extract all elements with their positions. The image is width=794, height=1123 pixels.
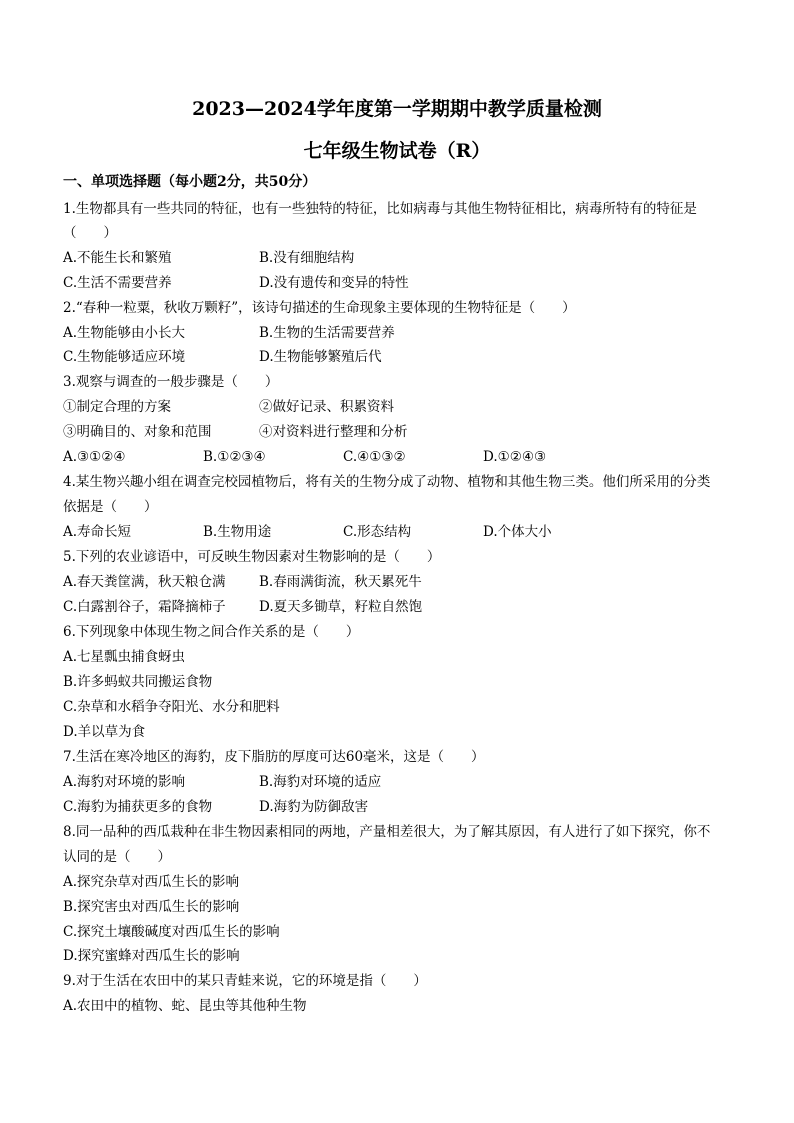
question-2-option-b: B.生物的生活需要营养 bbox=[259, 325, 395, 341]
question-8-option-b: B.探究害虫对西瓜生长的影响 bbox=[63, 899, 240, 915]
question-6-option-b: B.许多蚂蚁共同搬运食物 bbox=[63, 674, 213, 690]
question-3-option-d: D.①②④③ bbox=[483, 449, 547, 465]
question-5-option-b: B.春雨满街流，秋天累死牛 bbox=[259, 574, 422, 590]
question-3-item-4: ④对资料进行整理和分析 bbox=[259, 424, 408, 440]
question-8-stem-line-1: 8.同一品种的西瓜栽种在非生物因素相同的两地，产量相差很大，为了解其原因，有人进行了如下探究，你不 bbox=[63, 824, 711, 840]
question-5-option-a: A.春天粪筐满，秋天粮仓满 bbox=[63, 574, 226, 590]
question-3-stem: 3.观察与调查的一般步骤是（ ） bbox=[63, 374, 279, 390]
question-3-option-a: A.③①②④ bbox=[63, 449, 126, 465]
question-5-option-d: D.夏天多锄草，籽粒自然饱 bbox=[259, 599, 423, 615]
question-1-option-c: C.生活不需要营养 bbox=[63, 275, 172, 291]
question-1-stem-line-1: 1.生物都具有一些共同的特征，也有一些独特的特征，比如病毒与其他生物特征相比，病毒所特有的特征是 bbox=[63, 201, 697, 217]
question-4-stem-line-2: 依据是（ ） bbox=[63, 499, 158, 515]
question-3-option-c: C.④①③② bbox=[343, 449, 406, 465]
question-1-option-a: A.不能生长和繁殖 bbox=[63, 250, 172, 266]
question-6-stem: 6.下列现象中体现生物之间合作关系的是（ ） bbox=[63, 624, 360, 640]
question-7-option-b: B.海豹对环境的适应 bbox=[259, 774, 382, 790]
exam-title: 2023—2024学年度第一学期期中教学质量检测 bbox=[192, 98, 602, 120]
question-9-stem: 9.对于生活在农田中的某只青蛙来说，它的环境是指（ ） bbox=[63, 973, 427, 989]
question-7-option-c: C.海豹为捕获更多的食物 bbox=[63, 799, 213, 815]
question-9-option-a: A.农田中的植物、蛇、昆虫等其他种生物 bbox=[63, 998, 307, 1014]
question-7-option-a: A.海豹对环境的影响 bbox=[63, 774, 186, 790]
question-8-option-a: A.探究杂草对西瓜生长的影响 bbox=[63, 874, 240, 890]
question-3-item-2: ②做好记录、积累资料 bbox=[259, 399, 394, 415]
question-1-option-d: D.没有遗传和变异的特性 bbox=[259, 275, 409, 291]
question-4-option-d: D.个体大小 bbox=[483, 524, 552, 540]
question-3-item-3: ③明确目的、对象和范围 bbox=[63, 424, 212, 440]
question-6-option-a: A.七星瓢虫捕食蚜虫 bbox=[63, 649, 186, 665]
question-4-option-b: B.生物用途 bbox=[203, 524, 272, 540]
exam-subtitle: 七年级生物试卷（R） bbox=[303, 140, 491, 162]
question-1-option-b: B.没有细胞结构 bbox=[259, 250, 355, 266]
question-1-stem-line-2: （ ） bbox=[63, 225, 117, 241]
question-7-stem: 7.生活在寒冷地区的海豹，皮下脂肪的厚度可达60毫米，这是（ ） bbox=[63, 749, 485, 765]
question-4-option-c: C.形态结构 bbox=[343, 524, 412, 540]
question-8-option-d: D.探究蜜蜂对西瓜生长的影响 bbox=[63, 948, 240, 964]
question-3-option-b: B.①②③④ bbox=[203, 449, 266, 465]
question-6-option-c: C.杂草和水稻争夺阳光、水分和肥料 bbox=[63, 699, 280, 715]
question-5-option-c: C.白露割谷子，霜降摘柿子 bbox=[63, 599, 226, 615]
question-7-option-d: D.海豹为防御敌害 bbox=[259, 799, 369, 815]
question-4-option-a: A.寿命长短 bbox=[63, 524, 132, 540]
question-2-option-d: D.生物能够繁殖后代 bbox=[259, 349, 382, 365]
question-4-stem-line-1: 4.某生物兴趣小组在调查完校园植物后，将有关的生物分成了动物、植物和其他生物三类。他们所采用的分类 bbox=[63, 474, 711, 490]
section-heading: 一、单项选择题（每小题2分，共50分） bbox=[63, 174, 317, 190]
question-2-stem: 2.“春种一粒粟，秋收万颗籽”，该诗句描述的生命现象主要体现的生物特征是（ ） bbox=[63, 300, 576, 316]
question-3-item-1: ①制定合理的方案 bbox=[63, 399, 171, 415]
question-2-option-a: A.生物能够由小长大 bbox=[63, 325, 186, 341]
question-5-stem: 5.下列的农业谚语中，可反映生物因素对生物影响的是（ ） bbox=[63, 549, 441, 565]
question-8-stem-line-2: 认同的是（ ） bbox=[63, 849, 171, 865]
question-8-option-c: C.探究土壤酸碱度对西瓜生长的影响 bbox=[63, 924, 280, 940]
question-2-option-c: C.生物能够适应环境 bbox=[63, 349, 186, 365]
question-6-option-d: D.羊以草为食 bbox=[63, 724, 146, 740]
